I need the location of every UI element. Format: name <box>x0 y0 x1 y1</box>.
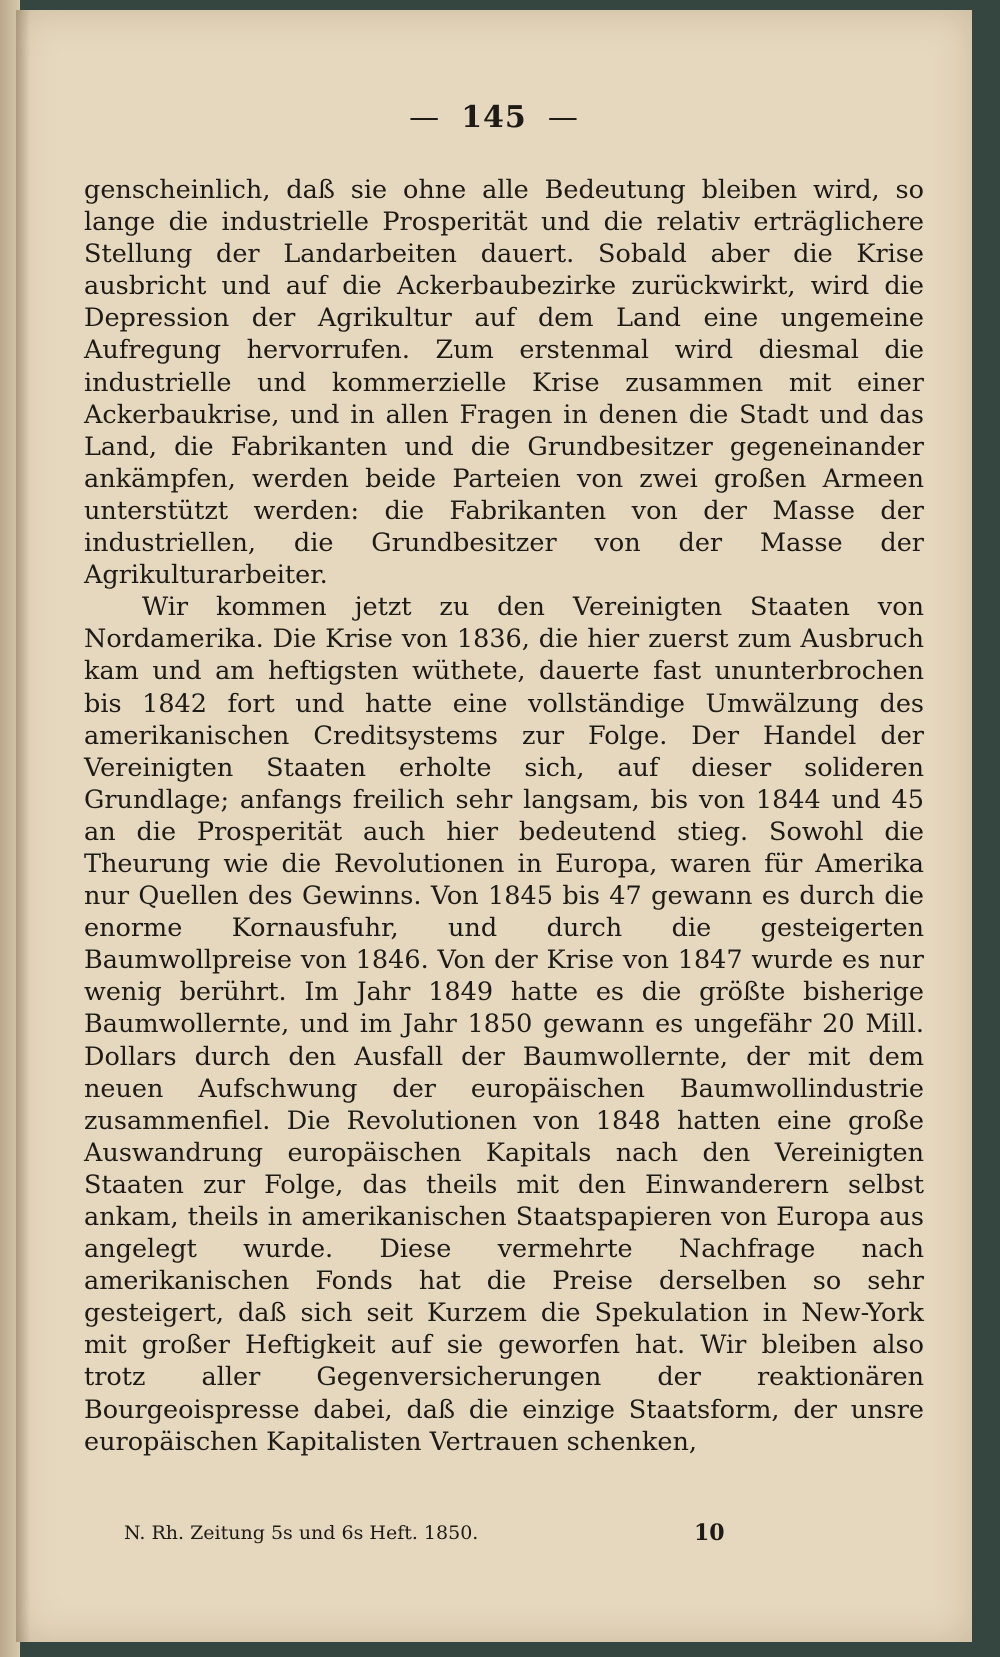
page-number: 145 <box>461 100 527 135</box>
page-footer <box>124 1522 924 1544</box>
header-dash-left: — <box>409 100 462 135</box>
paragraph-united-states: Wir kommen jetzt zu den Vereinigten Staaten von Nordamerika. Die Krise von 1836, die hier zuerst zum Ausbruch kam und am heftigsten wüthete, dauerte fast ununterbrochen bis 1842 fort und hatte eine vollständige Umwälzung des amerikanischen Creditsystems zur Folge. Der Handel der Vereinigten Staaten erholte sich, auf dieser solideren Grundlage; anfangs freilich sehr langsam, bis von 1844 und 45 an die Prosperität auch hier bedeutend stieg. Sowohl die Theurung wie die Revolutionen in Europa, waren für Amerika nur Quellen des Gewinns. Von 1845 bis 47 gewann es durch die enorme Kornausfuhr, und durch die gesteigerten Baumwollpreise von 1846. Von der Krise von 1847 wurde es nur wenig berührt. Im Jahr 1849 hatte es die größte bisherige Baumwollernte, und im Jahr 1850 gewann es ungefähr 20 Mill. Dollars durch den Ausfall der Baumwollernte, der mit dem neuen Aufschwung der europäischen Baumwollindustrie zusammenfiel. Die Revolutionen von 1848 hatten eine große Auswandrung europäischen Kapitals nach den Vereinigten Staaten zur Folge, das theils mit den Einwanderern selbst ankam, theils in amerikanischen Staatspapieren von Europa aus angelegt wurde. Diese vermehrte Nachfrage nach amerikanischen Fonds hat die Preise derselben so sehr gesteigert, daß sich seit Kurzem die Spekulation in New-York mit großer Heftigkeit auf sie geworfen hat. Wir bleiben also trotz aller Gegenversicherungen der reaktionären Bourgeoispresse dabei, daß die einzige Staatsform, der unsre europäischen Kapitalisten Vertrauen schenken, <box>84 592 924 1457</box>
spine-shadow <box>16 10 30 1642</box>
footer-source: N. Rh. Zeitung 5s und 6s Heft. 1850. <box>124 1522 479 1544</box>
paragraph-continued: genscheinlich, daß sie ohne alle Bedeutung bleiben wird, so lange die industrielle Prosperität und die relativ erträglichere Stellung der Landarbeiten dauert. Sobald aber die Krise ausbricht und auf die Ackerbaubezirke zurückwirkt, wird die Depression der Agrikultur auf dem Land eine ungemeine Aufregung hervorrufen. Zum erstenmal wird diesmal die industrielle und kommerzielle Krise zusammen mit einer Ackerbaukrise, und in allen Fragen in denen die Stadt und das Land, die Fabrikanten und die Grundbesitzer gegeneinander ankämpfen, werden beide Parteien von zwei großen Armeen unterstützt werden: die Fabrikanten von der Masse der industriellen, die Grundbesitzer von der Masse der Agrikulturarbeiter. <box>84 175 924 591</box>
page-body <box>84 174 924 1458</box>
book-page <box>16 10 972 1642</box>
signature-mark: 10 <box>694 1520 725 1546</box>
header-dash-right: — <box>526 100 579 135</box>
page-header <box>16 100 972 135</box>
